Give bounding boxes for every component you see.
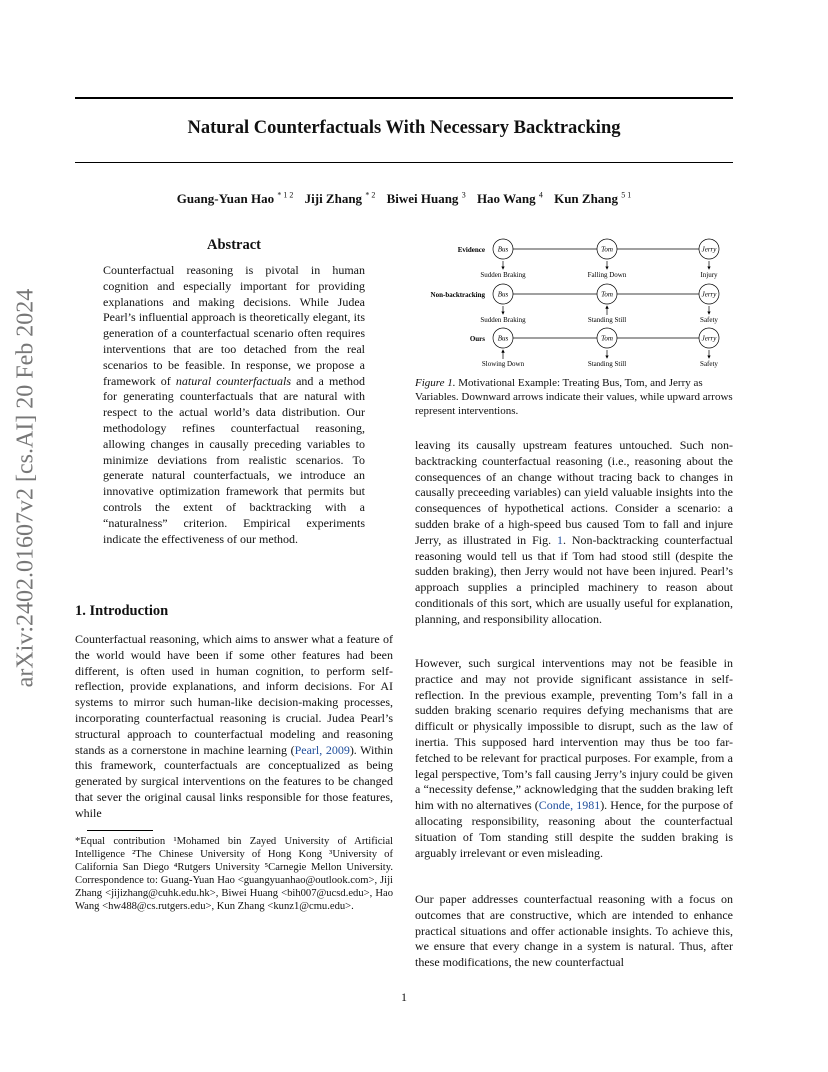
title-bottom-rule [75, 162, 733, 163]
node-label: Tom [601, 334, 613, 343]
node-label: Bus [497, 290, 509, 299]
author: Kun Zhang $^{5 1}$ [554, 191, 632, 207]
node-label: Jerry [701, 334, 717, 343]
node-value-label: Falling Down [587, 271, 627, 279]
figure-1 [415, 236, 733, 368]
citation-link[interactable]: Conde, 1981 [538, 798, 601, 813]
paragraph: Our paper addresses counterfactual reasoning with a focus on outcomes that are constructive, which are intended to enhance practical situations and offer actionable insights. To achieve this, we ensure that every change in a system is natural. Thus, after these modifications, the new counterfactual [415, 892, 733, 970]
node-value-label: Safety [700, 316, 718, 324]
author: Guang-Yuan Hao $^{* 1 2}$ [176, 191, 294, 207]
top-rule [75, 97, 733, 99]
page-number: 1 [401, 990, 407, 1004]
node-value-label: Slowing Down [481, 360, 525, 368]
arxiv-stamp [6, 288, 46, 688]
footnote-rule [87, 830, 153, 831]
node-value-label: Safety [700, 360, 718, 368]
node-label: Tom [601, 290, 613, 299]
node-value-label: Standing Still [587, 316, 627, 324]
intro-paragraph: Counterfactual reasoning, which aims to answer what a feature of the world would have been if some other features had been different, is often used in human cognition, to perform self-reflection, provide explanations, and inform decisions. For AI systems to mirror such human-like decision-making processes, incorporating counterfactual reasoning is crucial. Judea Pearl’s structural approach to counterfactual modeling and reasoning stands as a cornerstone in machine learning (Pearl, 2009). Within this framework, counterfactuals are conceptualized as being generated by surgical interventions on the features to be changed that sever the original causal links responsible for those features, while [75, 632, 394, 820]
paper-title: Natural Counterfactuals With Necessary Backtracking [187, 118, 621, 138]
figure-row-label: Non-backtracking [430, 291, 485, 299]
arxiv-id: arXiv:2402.01607v2 [cs.AI] 20 Feb 2024 [12, 288, 39, 688]
node-value-label: Sudden Braking [480, 316, 526, 324]
author-list [75, 191, 733, 207]
section-heading-introduction: 1. Introduction [75, 603, 169, 619]
author: Jiji Zhang $^{* 2}$ [304, 191, 376, 207]
node-value-label: Sudden Braking [480, 271, 526, 279]
node-label: Jerry [701, 290, 717, 299]
figure-row-label: Evidence [457, 246, 485, 254]
node-label: Bus [497, 334, 509, 343]
figure-ref-link[interactable]: 1 [556, 532, 563, 547]
paragraph: However, such surgical interventions may not be feasible in practice and may not provide significant assistance in self-reflection. In the previous example, preventing Tom’s fall in a sudden braking scenario requires defying mechanisms that are difficult or physically impossible to disrupt, such as the law of inertia. This supposed hard intervention may thus be too far-fetched to be relevant for practical purposes. For example, from a legal perspective, Tom’s fall causing Jerry’s injury could be given a “necessity defense,” acknowledging that the sudden braking left him with no alternatives (Conde, 1981). Hence, for the purpose of allocating responsibility, reasoning about the counterfactual situation of Tom standing still despite the sudden braking is arguably irrelevant or even misleading. [415, 656, 734, 860]
node-label: Jerry [701, 245, 717, 254]
figure-caption: Figure 1. Motivational Example: Treating Bus, Tom, and Jerry as Variables. Downward arrows indicate their values, while upward arrows represent interventions. [415, 377, 733, 417]
author: Biwei Huang $^3$ [386, 191, 466, 207]
abstract-heading: Abstract [207, 237, 261, 253]
citation-link[interactable]: Pearl, 2009 [294, 742, 350, 757]
footnote: *Equal contribution ¹Mohamed bin Zayed University of Artificial Intelligence ²The Chinese University of Hong Kong ³University of California San Diego ⁴Rutgers University ⁵Carnegie Mellon University. Correspondence to: Guang-Yuan Hao <guangyuanhao@outlook.com>, Jiji Zhang <jijizhang@cuhk.edu.hk>, Biwei Huang <bih007@ucsd.edu>, Hao Wang <hw488@cs.rutgers.edu>, Kun Zhang <kunz1@cmu.edu>. [75, 836, 393, 912]
figure-row-label: Ours [469, 335, 485, 343]
abstract-body: Counterfactual reasoning is pivotal in human cognition and especially important for providing explanations and making decisions. While Judea Pearl’s influential approach is theoretically elegant, its generation of a counterfactual scenario often requires interventions that are too detached from the real scenarios to be feasible. In response, we propose a framework of natural counterfactuals and a method for generating counterfactuals that are natural with respect to the actual world’s data distribution. Our methodology refines counterfactual reasoning, allowing changes in causally preceding variables to minimize deviations from realistic scenarios. To generate natural counterfactuals, we introduce an innovative optimization framework that permits but controls the extent of backtracking with a “naturalness” criterion. Empirical experiments indicate the effectiveness of our method. [103, 263, 365, 546]
node-value-label: Standing Still [587, 360, 627, 368]
abstract-emphasis: natural counterfactuals [175, 373, 291, 388]
paragraph: leaving its causally upstream features untouched. Such non-backtracking counterfactual reasoning (i.e., reasoning about the consequences of an change without tracing back to changes in causally preceeding variables) can yield valuable insights into the consequences of hypothetical actions. Consider a scenario: a sudden brake of a high-speed bus caused Tom to fall and injure Jerry, as illustrated in Fig. 1. Non-backtracking counterfactual reasoning would tell us that if Tom had stood still (despite the sudden braking), then Jerry would not have been injured. Pearl’s approach supplies a principled machinery to reason about conditionals of this sort, which are usually useful for explanation, planning, and responsibility allocation. [415, 438, 733, 626]
author: Hao Wang $^4$ [476, 191, 543, 207]
node-label: Bus [497, 245, 509, 254]
node-value-label: Injury [700, 271, 718, 279]
node-label: Tom [601, 245, 613, 254]
